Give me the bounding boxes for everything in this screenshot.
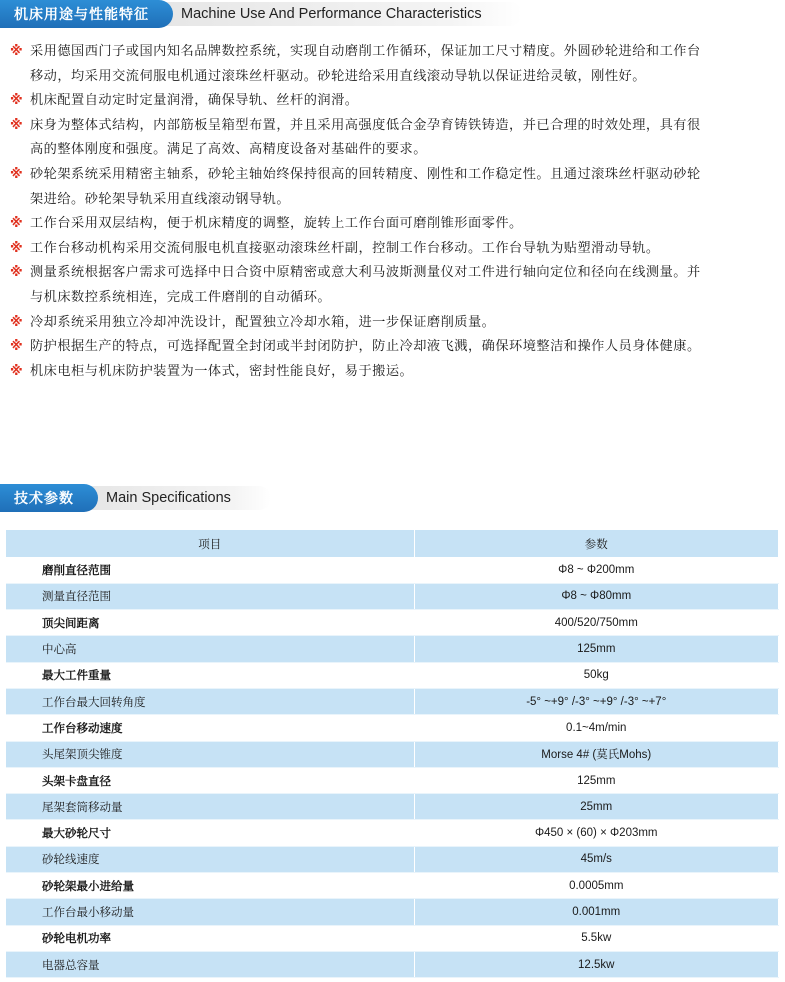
feature-text: 与机床数控系统相连，完成工件磨削的自动循环。 bbox=[30, 289, 332, 305]
section-title-cn: 技术参数 bbox=[0, 484, 98, 512]
spec-name-cell: 砂轮电机功率 bbox=[6, 925, 414, 951]
table-row bbox=[6, 794, 779, 820]
bullet-mark-icon bbox=[10, 65, 30, 90]
spec-name-cell: 最大砂轮尺寸 bbox=[6, 820, 414, 846]
feature-text: 砂轮架系统采用精密主轴系，砂轮主轴始终保持很高的回转精度、刚性和工作稳定性。且通过滚珠丝杆驱动砂轮 bbox=[30, 166, 701, 182]
bullet-mark-icon: ※ bbox=[10, 265, 23, 281]
section-title-en: Machine Use And Performance Characteristics bbox=[159, 2, 522, 26]
feature-line bbox=[10, 212, 780, 237]
spec-name-cell: 顶尖间距离 bbox=[6, 610, 414, 636]
feature-line bbox=[10, 188, 780, 213]
feature-line bbox=[10, 114, 780, 139]
feature-text: 高的整体刚度和强度。满足了高效、高精度设备对基础件的要求。 bbox=[30, 142, 427, 158]
spec-name-cell: 头尾架顶尖锥度 bbox=[6, 741, 414, 767]
feature-text: 测量系统根据客户需求可选择中日合资中原精密或意大利马波斯测量仪对工件进行轴向定位和径向在线测量。并 bbox=[30, 265, 701, 281]
bullet-mark-icon: ※ bbox=[10, 240, 23, 256]
spec-value-cell: 50kg bbox=[414, 662, 779, 688]
spec-value-cell: 5.5kw bbox=[414, 925, 779, 951]
spec-value-cell: Φ8 ~ Φ80mm bbox=[414, 583, 779, 609]
table-row bbox=[6, 846, 779, 872]
spec-name-cell: 工作台最大回转角度 bbox=[6, 688, 414, 714]
table-row bbox=[6, 820, 779, 846]
table-row bbox=[6, 767, 779, 793]
spec-name-cell: 中心高 bbox=[6, 636, 414, 662]
table-row bbox=[6, 715, 779, 741]
feature-text: 机床电柜与机床防护装置为一体式，密封性能良好，易于搬运。 bbox=[30, 363, 414, 379]
feature-text: 床身为整体式结构，内部筋板呈箱型布置，并且采用高强度低合金孕育铸铁铸造，并已合理的时效处理，具有很 bbox=[30, 117, 701, 133]
spec-value-cell: 125mm bbox=[414, 636, 779, 662]
bullet-mark-icon: ※ bbox=[10, 117, 23, 133]
feature-line bbox=[10, 65, 780, 90]
feature-line bbox=[10, 89, 780, 114]
feature-text: 工作台移动机构采用交流伺服电机直接驱动滚珠丝杆副，控制工作台移动。工作台导轨为贴塑滑动导轨。 bbox=[30, 240, 660, 256]
feature-text: 机床配置自动定时定量润滑，确保导轨、丝杆的润滑。 bbox=[30, 93, 359, 109]
bullet-mark-icon bbox=[10, 138, 30, 163]
feature-line bbox=[10, 138, 780, 163]
feature-text: 架进给。砂轮架导轨采用直线滚动钢导轨。 bbox=[30, 191, 291, 207]
spec-name-cell: 测量直径范围 bbox=[6, 583, 414, 609]
table-row bbox=[6, 557, 779, 583]
spec-name-cell: 磨削直径范围 bbox=[6, 557, 414, 583]
bullet-mark-icon: ※ bbox=[10, 339, 23, 355]
feature-line bbox=[10, 40, 780, 65]
bullet-mark-icon: ※ bbox=[10, 166, 23, 182]
feature-text: 工作台采用双层结构，便于机床精度的调整，旋转上工作台面可磨削锥形面零件。 bbox=[30, 216, 523, 232]
feature-text: 冷却系统采用独立冷却冲洗设计，配置独立冷却水箱，进一步保证磨削质量。 bbox=[30, 314, 496, 330]
table-row bbox=[6, 688, 779, 714]
spec-name-cell: 工作台最小移动量 bbox=[6, 899, 414, 925]
spec-value-cell: -5° ~+9° /-3° ~+9° /-3° ~+7° bbox=[414, 688, 779, 714]
spec-value-cell: Φ450 × (60) × Φ203mm bbox=[414, 820, 779, 846]
spec-value-cell: 25mm bbox=[414, 794, 779, 820]
bullet-mark-icon: ※ bbox=[10, 314, 23, 330]
spec-value-cell: Morse 4# (莫氏Mohs) bbox=[414, 741, 779, 767]
bullet-mark-icon: ※ bbox=[10, 44, 23, 59]
table-row bbox=[6, 583, 779, 609]
table-row bbox=[6, 662, 779, 688]
spec-name-cell: 头架卡盘直径 bbox=[6, 767, 414, 793]
spec-name-cell: 砂轮架最小进给量 bbox=[6, 873, 414, 899]
spec-name-cell: 最大工件重量 bbox=[6, 662, 414, 688]
spec-value-cell: 0.1~4m/min bbox=[414, 715, 779, 741]
feature-line bbox=[10, 163, 780, 188]
spec-name-cell: 工作台移动速度 bbox=[6, 715, 414, 741]
table-row bbox=[6, 873, 779, 899]
feature-line bbox=[10, 286, 780, 311]
table-row bbox=[6, 951, 779, 977]
feature-line bbox=[10, 311, 780, 336]
column-header-item: 项目 bbox=[6, 530, 414, 557]
spec-table bbox=[6, 530, 779, 978]
feature-text: 移动，均采用交流伺服电机通过滚珠丝杆驱动。砂轮进给采用直线滚动导轨以保证进给灵敏，刚性好。 bbox=[30, 68, 646, 84]
spec-value-cell: 125mm bbox=[414, 767, 779, 793]
spec-value-cell: 0.001mm bbox=[414, 899, 779, 925]
table-row bbox=[6, 610, 779, 636]
spec-value-cell: 45m/s bbox=[414, 846, 779, 872]
section-header-specs bbox=[0, 484, 271, 512]
spec-value-cell: 400/520/750mm bbox=[414, 610, 779, 636]
bullet-mark-icon: ※ bbox=[10, 93, 23, 109]
table-row bbox=[6, 636, 779, 662]
bullet-mark-icon bbox=[10, 188, 30, 213]
bullet-mark-icon: ※ bbox=[10, 363, 23, 379]
spec-name-cell: 砂轮线速度 bbox=[6, 846, 414, 872]
feature-text: 防护根据生产的特点，可选择配置全封闭或半封闭防护，防止冷却液飞溅，确保环境整洁和操作人员身体健康。 bbox=[30, 339, 701, 355]
spec-value-cell: Φ8 ~ Φ200mm bbox=[414, 557, 779, 583]
feature-text: 采用德国西门子或国内知名品牌数控系统，实现自动磨削工作循环，保证加工尺寸精度。外圆砂轮进给和工作台 bbox=[30, 44, 701, 59]
section-title-cn: 机床用途与性能特征 bbox=[0, 0, 173, 28]
spec-name-cell: 尾架套筒移动量 bbox=[6, 794, 414, 820]
spec-value-cell: 0.0005mm bbox=[414, 873, 779, 899]
spec-value-cell: 12.5kw bbox=[414, 951, 779, 977]
bullet-mark-icon bbox=[10, 286, 30, 311]
table-header-row bbox=[6, 530, 779, 557]
feature-list bbox=[10, 40, 780, 384]
column-header-param: 参数 bbox=[414, 530, 779, 557]
feature-line bbox=[10, 360, 780, 385]
spec-name-cell: 电器总容量 bbox=[6, 951, 414, 977]
section-title-en: Main Specifications bbox=[84, 486, 271, 510]
table-row bbox=[6, 899, 779, 925]
table-row bbox=[6, 925, 779, 951]
bullet-mark-icon: ※ bbox=[10, 216, 23, 232]
section-header-features bbox=[0, 0, 522, 28]
feature-line bbox=[10, 261, 780, 286]
table-row bbox=[6, 741, 779, 767]
feature-line bbox=[10, 237, 780, 262]
feature-line bbox=[10, 335, 780, 360]
